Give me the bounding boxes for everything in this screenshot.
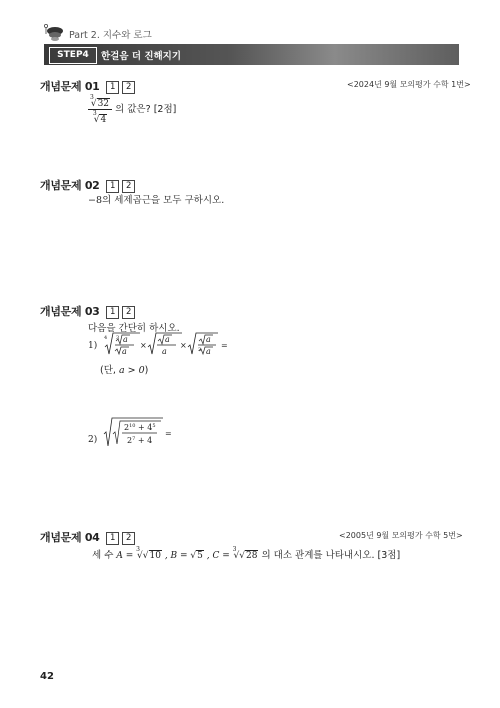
problem-02-heading bbox=[40, 177, 135, 193]
step-badge: STEP4 bbox=[49, 47, 97, 64]
svg-text:a: a bbox=[206, 335, 211, 344]
part-title: Part 2. 지수와 로그 bbox=[69, 30, 152, 41]
problem-03-part2-expression bbox=[103, 416, 173, 450]
svg-text:a: a bbox=[165, 335, 170, 344]
problem-label: 개념문제 03 bbox=[40, 305, 100, 318]
problem-02-text: 의 세제곱근을 모두 구하시오. bbox=[102, 195, 225, 206]
svg-text:a: a bbox=[123, 335, 128, 344]
problem-01-suffix: 의 값은? bbox=[115, 104, 151, 115]
page-number: 42 bbox=[40, 671, 54, 682]
svg-text:×: × bbox=[180, 341, 187, 350]
level-box-1: 1 bbox=[106, 81, 119, 94]
level-box-1: 1 bbox=[106, 306, 119, 319]
level-box-1: 1 bbox=[106, 532, 119, 545]
level-box-2: 2 bbox=[122, 306, 135, 319]
problem-01-heading bbox=[40, 78, 135, 94]
problem-03-heading bbox=[40, 303, 135, 319]
problem-label: 개념문제 02 bbox=[40, 179, 100, 192]
problem-04-heading bbox=[40, 529, 135, 545]
problem-04-suffix: 의 대소 관계를 나타내시오. bbox=[261, 550, 375, 561]
svg-text:4: 4 bbox=[104, 335, 108, 341]
problem-03-condition: (단, a > 0) bbox=[100, 365, 149, 376]
problem-04-source: <2005년 9월 모의평가 수학 5번> bbox=[339, 531, 463, 540]
problem-03-part1-label: 1) bbox=[88, 341, 98, 351]
level-box-2: 2 bbox=[122, 180, 135, 193]
svg-text:a: a bbox=[122, 347, 127, 356]
problem-04-lead: 세 수 bbox=[92, 550, 114, 561]
problem-04-body bbox=[92, 546, 400, 561]
problem-03-part1-expression bbox=[104, 330, 234, 360]
level-box-1: 1 bbox=[106, 180, 119, 193]
problem-01-points: [2점] bbox=[153, 104, 177, 115]
problem-02-number: −8 bbox=[88, 195, 103, 206]
svg-text:=: = bbox=[165, 429, 172, 438]
svg-text:a: a bbox=[206, 347, 211, 356]
svg-text:=: = bbox=[221, 341, 228, 350]
svg-text:×: × bbox=[140, 341, 147, 350]
problem-label: 개념문제 01 bbox=[40, 80, 100, 93]
problem-01-source: <2024년 9월 모의평가 수학 1번> bbox=[347, 80, 471, 89]
svg-text:27 + 4: $2^7 + 4$ bbox=[127, 436, 153, 445]
problem-04-points: [3점] bbox=[377, 550, 401, 561]
problem-04-math: A = $^3$√√10 , B = √5 , C = $^3$√√28 bbox=[116, 546, 258, 561]
svg-text:3: 3 bbox=[116, 335, 120, 341]
problem-label: 개념문제 04 bbox=[40, 531, 100, 544]
problem-01-body bbox=[88, 94, 288, 125]
problem-02-body bbox=[88, 192, 224, 206]
svg-text:210 + 45: $2^{10} + 4^5$ bbox=[124, 423, 156, 432]
problem-03-part2-label: 2) bbox=[88, 435, 98, 445]
step-title: 한걸음 더 진해지기 bbox=[101, 51, 182, 62]
part-logo-icon bbox=[44, 23, 64, 45]
problem-01-fraction: $\frac{^3√32}{^3√4}$ bbox=[88, 94, 112, 125]
level-box-2: 2 bbox=[122, 81, 135, 94]
problem-03-instruction: 다음을 간단히 하시오. bbox=[88, 323, 180, 334]
level-box-2: 2 bbox=[122, 532, 135, 545]
svg-text:3: 3 bbox=[198, 347, 202, 353]
svg-text:a: a bbox=[162, 347, 167, 356]
